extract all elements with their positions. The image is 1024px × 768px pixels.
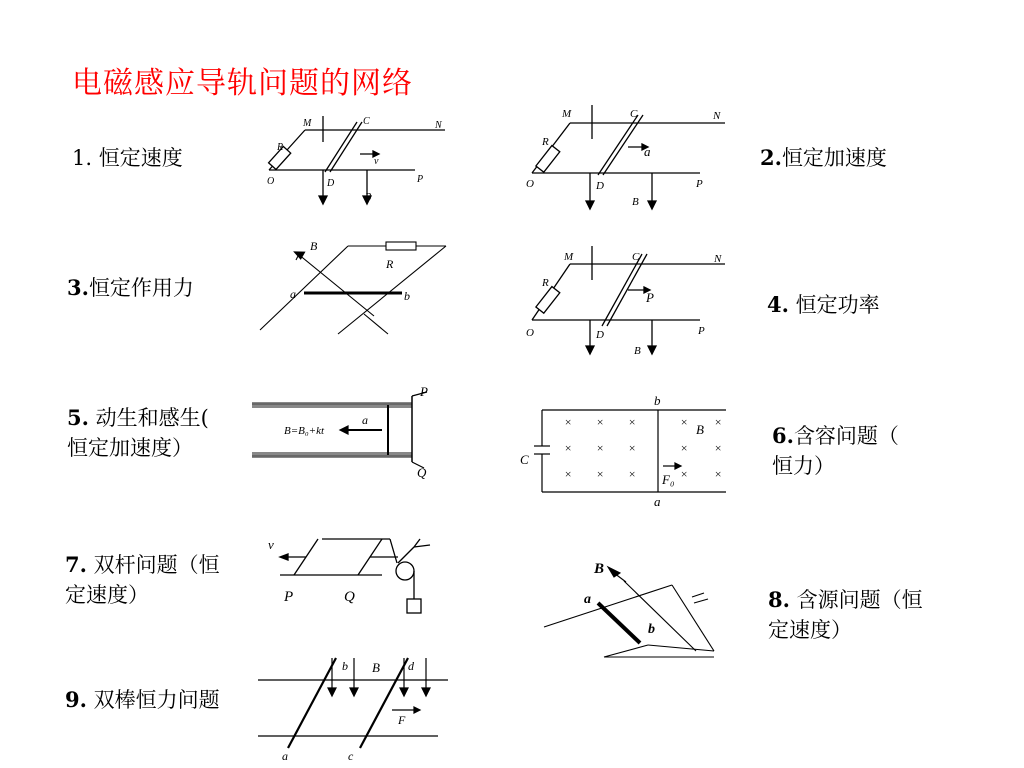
item-7-num: 7.: [65, 552, 87, 577]
fig1-label-N: N: [435, 120, 442, 131]
fig1-label-C: C: [363, 116, 370, 127]
fig4-label-B: B: [634, 345, 641, 357]
fig5-label-a: a: [362, 413, 368, 427]
fig8-label-a: a: [584, 592, 591, 607]
item-2-label: [760, 143, 887, 173]
figure-3-rail-diagram: [258, 238, 458, 338]
fig2-label-M: M: [562, 108, 572, 120]
fig6-cross: ×: [596, 415, 605, 429]
item-7-line2: 定速度）: [65, 583, 149, 607]
fig6-cross: ×: [714, 467, 723, 481]
fig1-label-B: B: [365, 192, 372, 203]
item-8-line2: 定速度）: [768, 618, 852, 642]
item-5-line1: 动生和感生(: [95, 406, 209, 430]
fig2-label-B: B: [632, 196, 639, 208]
fig6-cross: ×: [680, 441, 689, 455]
fig2-label-O: O: [526, 178, 534, 190]
item-2-text: 恒定加速度: [781, 146, 887, 170]
fig4-label-M: M: [564, 251, 574, 263]
fig6-label-a: a: [654, 494, 661, 509]
fig3-label-B: B: [310, 239, 318, 253]
fig4-label-P-force: P: [646, 290, 654, 305]
fig7-label-Q: Q: [344, 589, 355, 605]
fig2-label-R: R: [542, 136, 549, 148]
fig2-label-a: a: [644, 144, 651, 159]
fig8-label-b: b: [648, 622, 655, 637]
fig6-cross: ×: [564, 467, 573, 481]
fig9-label-c: c: [348, 749, 354, 763]
figure-6-capacitor-diagram: [518, 394, 733, 509]
item-2-num: 2.: [760, 145, 782, 170]
fig6-label-C: C: [520, 452, 529, 467]
figure-1-rail-diagram: [255, 112, 455, 212]
item-3-num: 3.: [67, 275, 89, 300]
fig2-label-P: P: [696, 178, 703, 190]
item-1-num: 1.: [72, 146, 93, 170]
item-4-num: 4.: [767, 292, 789, 317]
fig9-label-F: F: [398, 713, 406, 727]
fig2-label-C: C: [630, 108, 638, 120]
fig4-label-O: O: [526, 327, 534, 339]
fig3-label-a: a: [290, 287, 296, 301]
item-5-num: 5.: [67, 405, 89, 430]
item-8-num: 8.: [768, 587, 790, 612]
fig4-label-D: D: [596, 329, 604, 341]
item-7-label: [65, 550, 220, 610]
fig1-label-v: v: [374, 156, 379, 167]
figure-2-rail-diagram: [520, 105, 740, 215]
fig6-cross: ×: [628, 415, 637, 429]
item-1-label: [72, 143, 183, 173]
item-6-num: 6.: [772, 423, 794, 448]
item-5-label: [67, 403, 209, 463]
fig6-cross: ×: [628, 441, 637, 455]
fig5-label-Q: Q: [417, 465, 427, 480]
fig1-label-O: O: [267, 176, 275, 187]
fig2-label-D: D: [596, 180, 604, 192]
item-7-line1: 双杆问题（恒: [93, 553, 220, 577]
item-9-num: 9.: [65, 687, 87, 712]
fig4-label-N: N: [714, 253, 722, 265]
item-6-line1: 含容问题（: [793, 424, 899, 448]
fig6-label-F: F₀: [662, 472, 675, 487]
fig1-label-R: R: [277, 142, 284, 153]
item-3-label: [67, 273, 194, 303]
fig9-label-B: B: [372, 660, 380, 675]
fig9-label-a: a: [282, 749, 288, 763]
item-6-label: [772, 421, 899, 481]
fig6-label-b: b: [654, 393, 661, 408]
fig1-label-D: D: [327, 178, 335, 189]
figure-7-double-rod-diagram: [262, 535, 442, 625]
item-4-text: 恒定功率: [795, 293, 880, 317]
fig1-label-P: P: [417, 174, 424, 185]
fig6-cross: ×: [680, 415, 689, 429]
item-1-text: 恒定速度: [98, 146, 183, 170]
fig4-label-R: R: [542, 277, 549, 289]
item-8-line1: 含源问题（恒: [796, 588, 923, 612]
fig5-formula: B=B₀+kt: [284, 425, 325, 437]
fig7-label-P: P: [284, 589, 294, 605]
fig7-label-v: v: [268, 537, 274, 552]
item-6-line2: 恒力）: [772, 454, 835, 478]
item-9-text: 双棒恒力问题: [93, 688, 220, 712]
figure-4-rail-diagram: [520, 240, 740, 360]
figure-8-source-diagram: [544, 555, 730, 665]
fig6-cross: ×: [596, 441, 605, 455]
fig6-cross: ×: [564, 415, 573, 429]
fig4-label-P: P: [698, 325, 705, 337]
figure-5-rail-diagram: [252, 382, 437, 482]
item-9-label: [65, 685, 220, 715]
fig6-cross: ×: [714, 415, 723, 429]
fig6-label-B: B: [696, 422, 704, 437]
item-8-label: [768, 585, 923, 645]
fig3-label-b: b: [404, 289, 410, 303]
fig5-label-P: P: [420, 384, 428, 399]
figure-9-double-rod-diagram: [258, 652, 458, 764]
fig9-label-b: b: [342, 659, 348, 673]
fig9-label-d: d: [408, 659, 414, 673]
fig2-label-N: N: [713, 110, 721, 122]
fig6-cross: ×: [628, 467, 637, 481]
item-3-text: 恒定作用力: [88, 276, 194, 300]
fig4-label-C: C: [632, 251, 640, 263]
fig6-cross: ×: [680, 467, 689, 481]
fig6-cross: ×: [714, 441, 723, 455]
page-title: 电磁感应导轨问题的网络: [72, 66, 413, 101]
fig1-label-M: M: [303, 118, 312, 129]
fig6-cross: ×: [564, 441, 573, 455]
fig3-label-R: R: [386, 257, 394, 271]
fig8-label-B: B: [594, 561, 605, 577]
item-5-line2: 恒定加速度）: [67, 436, 193, 460]
fig6-cross: ×: [596, 467, 605, 481]
item-4-label: [767, 290, 880, 320]
